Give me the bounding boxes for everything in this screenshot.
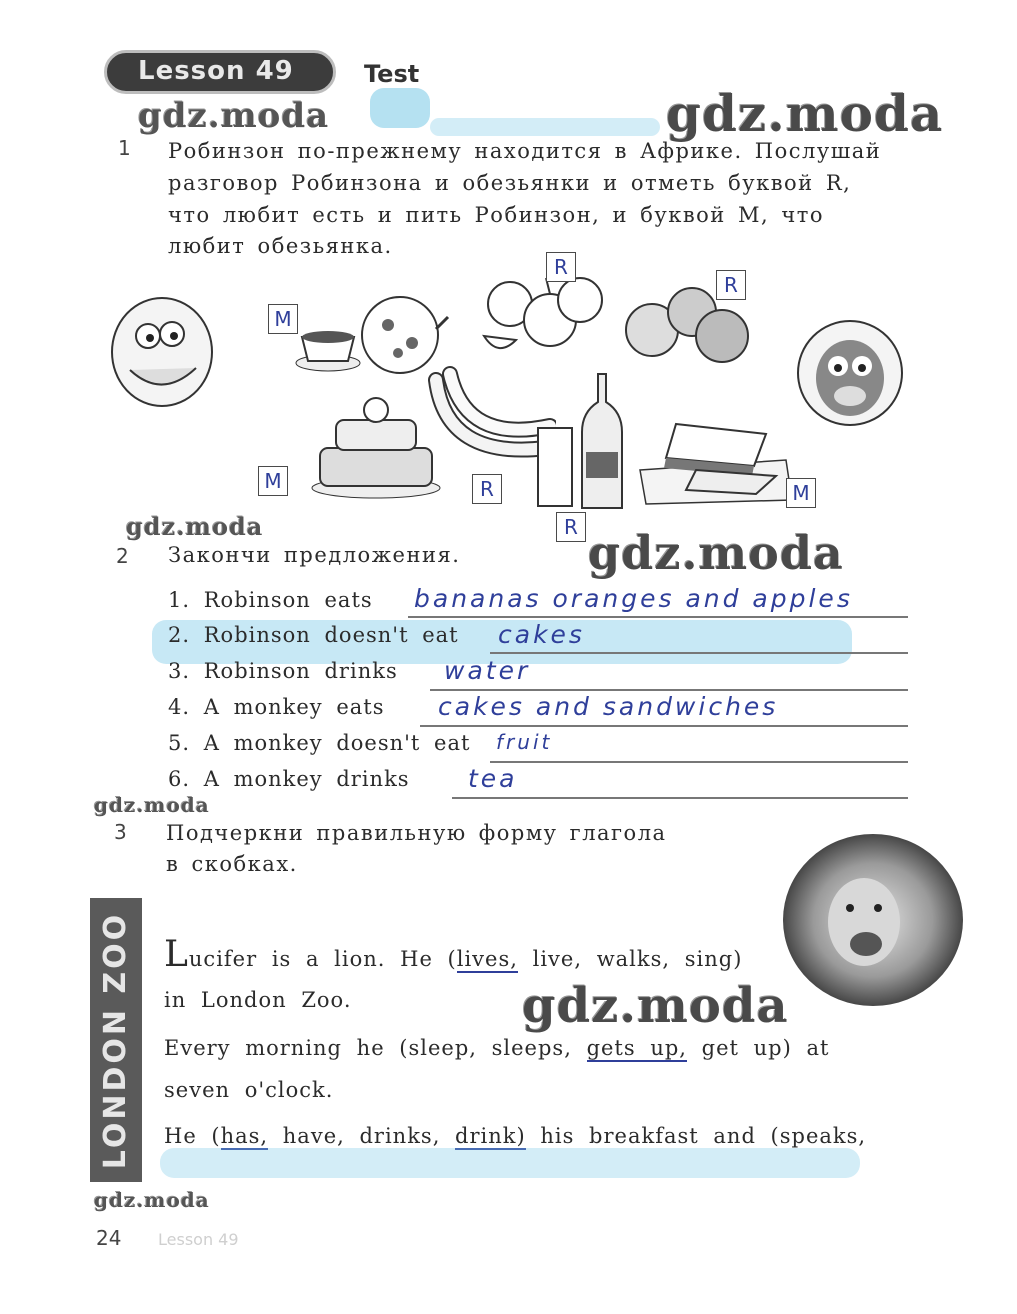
page-title: Test	[364, 60, 420, 88]
answer-line	[408, 616, 908, 618]
lesson-label: Lesson 49	[138, 56, 294, 86]
sentence-6: 6. A monkey drinks	[168, 767, 410, 791]
answer-line	[420, 725, 908, 727]
story-line-5: He (has, have, drinks, drink) his breakfast and (speaks,	[164, 1124, 867, 1148]
sentence-3: 3. Robinson drinks	[168, 659, 398, 683]
answer-6[interactable]: tea	[468, 764, 518, 793]
apples-illustration	[480, 270, 610, 360]
task-number: 2	[116, 544, 129, 568]
water-illustration	[532, 372, 632, 512]
answer-mark-tea[interactable]: M	[268, 304, 298, 334]
watermark: gdz.moda	[94, 1188, 210, 1212]
watermark: gdz.moda	[522, 978, 789, 1034]
answer-line	[490, 652, 908, 654]
answer-mark-water[interactable]: R	[556, 512, 586, 542]
answer-2[interactable]: cakes	[498, 620, 585, 649]
answer-line	[430, 689, 908, 691]
story-line-3: Every morning he (sleep, sleeps, gets up, get up) at	[164, 1036, 830, 1060]
answer-line	[452, 797, 908, 799]
task1-instruction-line: любит обезьянка.	[168, 234, 393, 258]
robinson-parrot-illustration	[100, 290, 220, 420]
answer-mark-bananas[interactable]: R	[472, 474, 502, 504]
blue-smear	[430, 118, 660, 136]
blue-smear	[160, 1148, 860, 1178]
task2-instruction: Закончи предложения.	[168, 543, 461, 567]
task1-instruction-line: Робинзон по-прежнему находится в Африке. Послушай	[168, 139, 882, 163]
cake-illustration	[306, 392, 446, 502]
task-number: 3	[114, 820, 127, 844]
sidebar-label: LONDON ZOO	[98, 911, 134, 1169]
story-line-1: Lucifer is a lion. He (lives, live, walks, sing)	[164, 934, 743, 975]
sentence-4: 4. A monkey eats	[168, 695, 385, 719]
task1-instruction-line: что любит есть и пить Робинзон, и буквой M, что	[168, 203, 824, 227]
monkey-illustration	[790, 318, 910, 428]
blue-smear	[370, 88, 430, 128]
sentence-1: 1. Robinson eats	[168, 588, 373, 612]
answer-line	[490, 761, 908, 763]
lion-photo	[782, 832, 964, 1008]
answer-1[interactable]: bananas oranges and apples	[414, 584, 853, 613]
page-number: 24	[96, 1226, 122, 1250]
task-number: 1	[118, 136, 131, 160]
answer-mark-sandwiches[interactable]: M	[786, 478, 816, 508]
answer-mark-apples[interactable]: R	[546, 252, 576, 282]
story-line-4: seven o'clock.	[164, 1078, 334, 1102]
answer-mark-oranges[interactable]: R	[716, 270, 746, 300]
answer-3[interactable]: water	[444, 656, 531, 685]
answer-4[interactable]: cakes and sandwiches	[438, 692, 779, 721]
task3-instruction-line: в скобках.	[166, 852, 298, 876]
task3-instruction-line: Подчеркни правильную форму глагола	[166, 821, 667, 845]
sentence-2: 2. Robinson doesn't eat	[168, 623, 459, 647]
task1-instruction-line: разговор Робинзона и обезьянки и отметь буквой R,	[168, 171, 852, 195]
watermark: gdz.moda	[138, 96, 330, 136]
watermark: gdz.moda	[94, 793, 210, 817]
answer-5[interactable]: fruit	[496, 730, 553, 754]
sentence-5: 5. A monkey doesn't eat	[168, 731, 471, 755]
watermark: gdz.moda	[126, 512, 264, 541]
sandwiches-illustration	[636, 410, 796, 506]
story-line-2: in London Zoo.	[164, 988, 352, 1012]
answer-mark-cake[interactable]: M	[258, 466, 288, 496]
footer-lesson-label: Lesson 49	[158, 1230, 239, 1249]
watermark: gdz.moda	[588, 526, 844, 580]
watermark: gdz.moda	[666, 84, 944, 143]
